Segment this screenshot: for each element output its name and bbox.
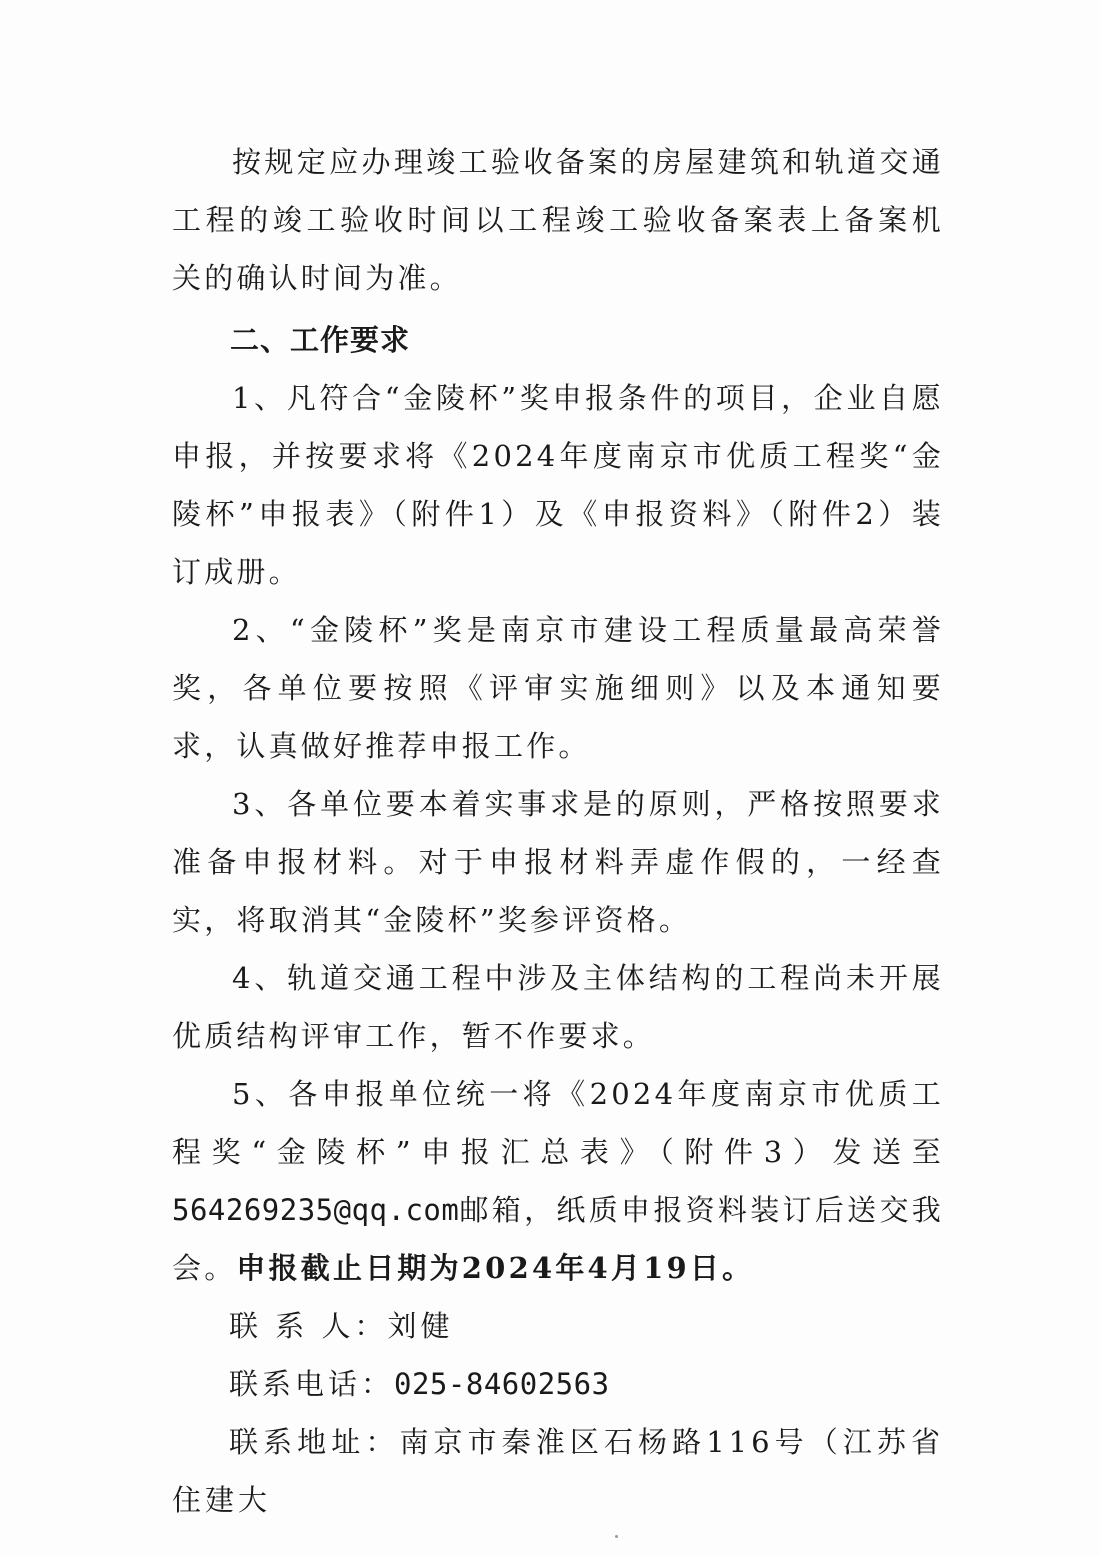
submission-email: 564269235@qq.com bbox=[172, 1193, 460, 1227]
contact-person-label: 联 系 人： bbox=[229, 1309, 388, 1343]
requirement-item-5 bbox=[172, 1065, 944, 1297]
contact-address-line bbox=[172, 1413, 944, 1529]
requirement-item-5-text-cont: 邮箱，纸质申报资料装订后送交我会。 bbox=[172, 1193, 944, 1285]
contact-phone-line bbox=[172, 1355, 944, 1413]
scan-speck bbox=[615, 1535, 618, 1538]
contact-phone-number: 025-84602563 bbox=[394, 1367, 610, 1401]
contact-phone-label: 联系电话： bbox=[229, 1367, 395, 1401]
requirement-item-1: 1、凡符合“金陵杯”奖申报条件的项目，企业自愿申报，并按要求将《2024年度南京市优质工程奖“金陵杯”申报表》（附件1）及《申报资料》（附件2）装订成册。 bbox=[172, 381, 944, 589]
requirement-item-4: 4、轨道交通工程中涉及主体结构的工程尚未开展优质结构评审工作，暂不作要求。 bbox=[172, 961, 944, 1053]
document-body bbox=[172, 133, 944, 1529]
contact-address-label: 联系地址： bbox=[229, 1425, 400, 1459]
contact-person-line bbox=[172, 1297, 944, 1355]
contact-address-value: 南京市秦淮区石杨路116号（江苏省住建大 bbox=[172, 1425, 944, 1517]
contact-person-name: 刘健 bbox=[387, 1309, 454, 1343]
requirement-item-5-text: 5、各申报单位统一将《2024年度南京市优质工程奖“金陵杯”申报汇总表》（附件3）发送至 bbox=[172, 1077, 944, 1169]
requirement-item-3: 3、各单位要本着实事求是的原则，严格按照要求准备申报材料。对于申报材料弄虚作假的，一经查实，将取消其“金陵杯”奖参评资格。 bbox=[172, 787, 944, 937]
submission-deadline: 申报截止日期为2024年4月19日。 bbox=[236, 1251, 755, 1285]
paragraph-acceptance-time: 按规定应办理竣工验收备案的房屋建筑和轨道交通工程的竣工验收时间以工程竣工验收备案表上备案机关的确认时间为准。 bbox=[172, 145, 944, 295]
section-heading-work-requirements: 二、工作要求 bbox=[230, 323, 411, 357]
requirement-item-2: 2、“金陵杯”奖是南京市建设工程质量最高荣誉奖，各单位要按照《评审实施细则》以及本通知要求，认真做好推荐申报工作。 bbox=[172, 613, 944, 763]
